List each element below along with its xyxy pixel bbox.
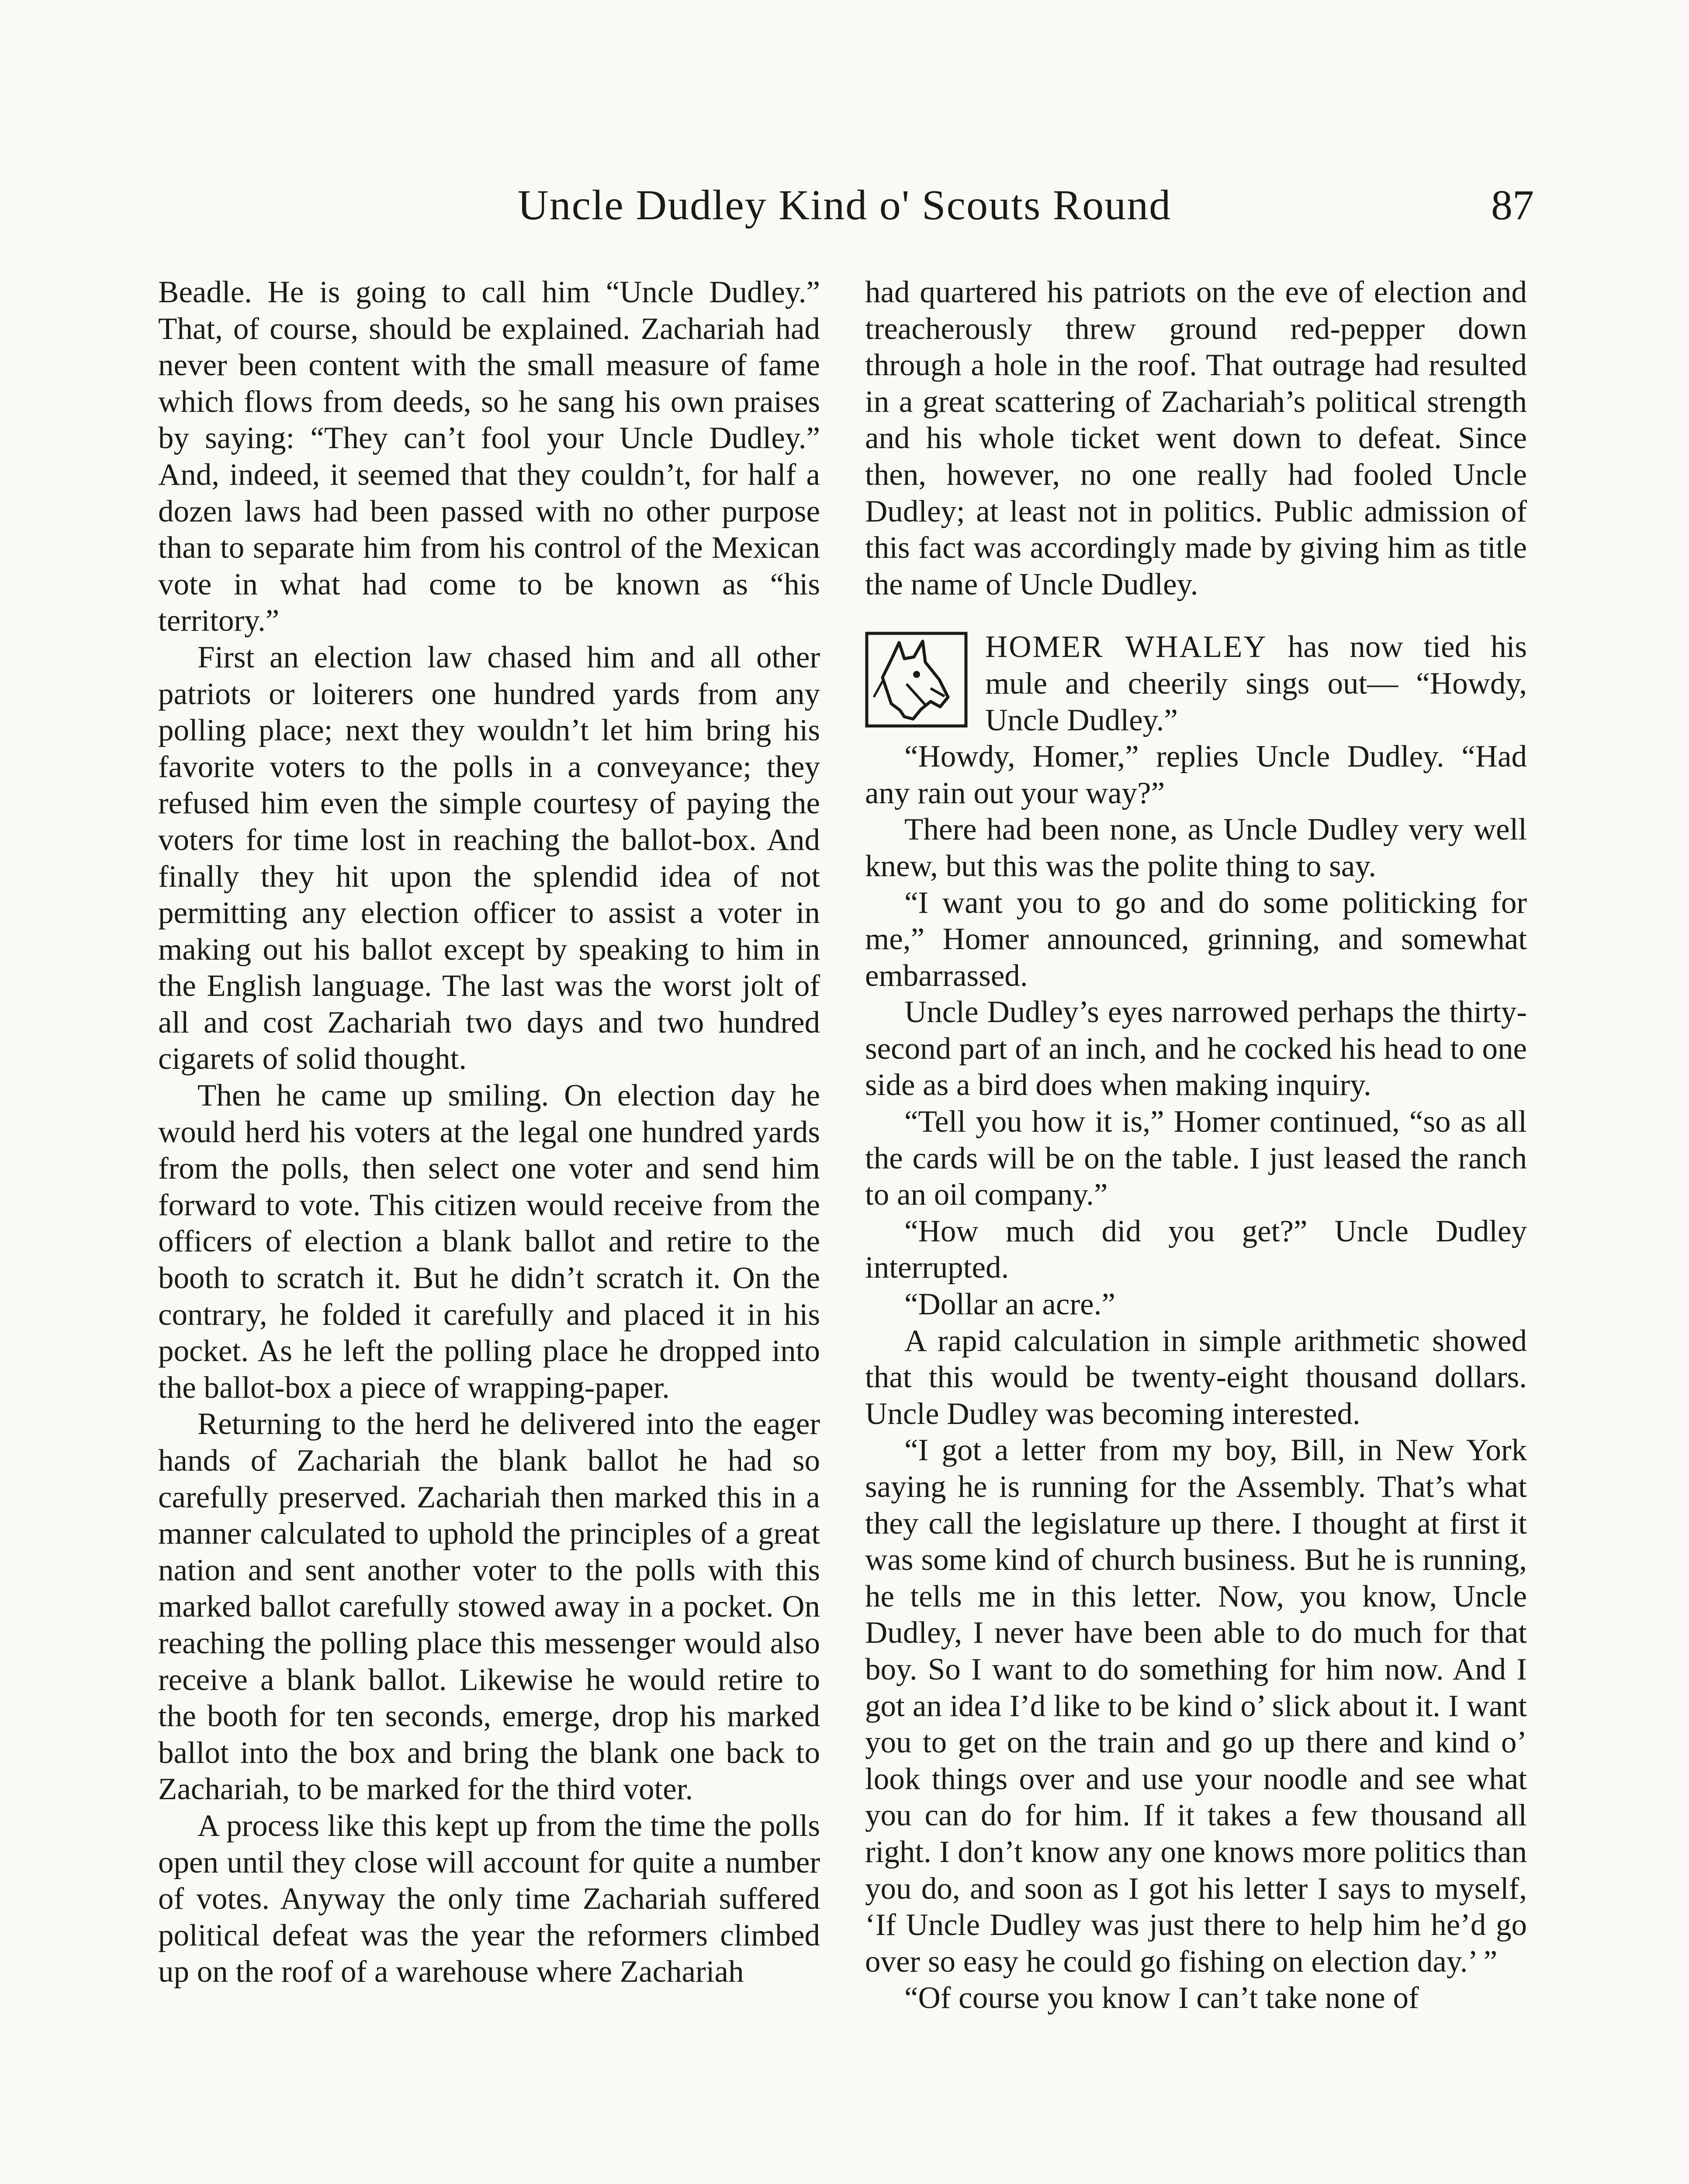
left-column (158, 274, 820, 1990)
paragraph: First an election law chased him and all other patriots or loiterers one hundred yards from any polling place; next they wouldn’t let him bring his favorite voters to the polls in a conveyance; they refused him even the simple courtesy of paying the voters for time lost in reaching the ballot-box. And finally they hit upon the splendid idea of not permitting any election officer to assist a voter in making out his ballot except by speaking to him in the English language. The last was the worst jolt of all and cost Zachariah two days and two hundred cigarets of solid thought. (158, 640, 820, 1076)
paragraph: A rapid calculation in simple arithmetic showed that this would be twenty-eight thousand dollars. Uncle Dudley was becoming interested. (865, 1324, 1527, 1431)
paragraph: “Howdy, Homer,” replies Uncle Dudley. “Had any rain out your way?” (865, 740, 1527, 810)
section-opening-paragraph (865, 629, 1527, 739)
paragraph: “I got a letter from my boy, Bill, in New York saying he is running for the Assembly. That’s what they call the legislature up there. I thought at first it was some kind of church business. But he is running, he tells me in this letter. Now, you know, Uncle Dudley, I never have been able to do much for that boy. So I want to do something for him now. And I got an idea I’d like to be kind o’ slick about it. I want you to get on the train and go up there and kind o’ look things over and use your noodle and see what you can do for him. If it takes a few thousand all right. I don’t know any one knows more politics than you do, and soon as I got his letter I says to myself, ‘If Uncle Dudley was just there to help him he’d go over so easy he could go fishing on election day.’ ” (865, 1433, 1527, 1979)
paragraph: A process like this kept up from the time the polls open until they close will account for quite a number of votes. Anyway the only time Zachariah suffered political defeat was the year the reformers climbed up on the roof of a warehouse where Zachariah (158, 1808, 820, 1989)
page-number: 87 (1491, 182, 1534, 229)
right-column (865, 274, 1527, 2017)
paragraph: had quartered his patriots on the eve of election and treacherously threw ground red-pepper down through a hole in the roof. That outrage had resulted in a great scattering of Zachariah’s political strength and his whole ticket went down to defeat. Since then, however, no one really had fooled Uncle Dudley; at least not in politics. Public admission of this fact was accordingly made by giving him as title the name of Uncle Dudley. (865, 275, 1527, 601)
paragraph: “Dollar an acre.” (904, 1287, 1115, 1322)
paragraph: “Tell you how it is,” Homer continued, “so as all the cards will be on the table. I just leased the ranch to an oil company.” (865, 1105, 1527, 1212)
paragraph: There had been none, as Uncle Dudley very well knew, but this was the polite thing to say. (865, 812, 1527, 883)
paragraph: Returning to the herd he delivered into the eager hands of Zachariah the blank ballot he had so carefully preserved. Zachariah then marked this in a manner calculated to uphold the principles of a great nation and sent another voter to the polls with this marked ballot carefully stowed away in a pocket. On reaching the polling place this messenger would also receive a blank ballot. Likewise he would retire to the booth for ten seconds, emerge, drop his marked ballot into the box and bring the blank one back to Zachariah, to be marked for the third voter. (158, 1407, 820, 1807)
paragraph: Uncle Dudley’s eyes narrowed perhaps the thirty-second part of an inch, and he cocked his head to one side as a bird does when making inquiry. (865, 995, 1527, 1102)
section-lead: HOMER WHALEY (985, 630, 1267, 664)
paragraph: “Of course you know I can’t take none of (904, 1981, 1419, 2015)
section-lead-rest: has now tied his mule and cheerily sings out— “Howdy, Uncle Dudley.” (985, 630, 1527, 737)
paragraph: “I want you to go and do some politicking for me,” Homer announced, grinning, and somewhat embarrassed. (865, 885, 1527, 993)
mule-head-icon (865, 632, 968, 728)
paragraph: Beadle. He is going to call him “Uncle Dudley.” That, of course, should be explained. Zachariah had never been content with the small measure of fame which flows from deeds, so he sang his own praises by saying: “They can’t fool your Uncle Dudley.” And, indeed, it seemed that they couldn’t, for half a dozen laws had been passed with no other purpose than to separate him from his control of the Mexican vote in what had come to be known as “his territory.” (158, 275, 820, 638)
paragraph: Then he came up smiling. On election day he would herd his voters at the legal one hundred yards from the polls, then select one voter and send him forward to vote. This citizen would receive from the officers of election a blank ballot and retire to the booth to scratch it. But he didn’t scratch it. On the contrary, he folded it carefully and placed it in his pocket. As he left the polling place he dropped into the ballot-box a piece of wrapping-paper. (158, 1078, 820, 1405)
running-head: Uncle Dudley Kind o' Scouts Round (517, 182, 1172, 229)
paragraph: “How much did you get?” Uncle Dudley interrupted. (865, 1214, 1527, 1285)
page-header (155, 177, 1534, 238)
